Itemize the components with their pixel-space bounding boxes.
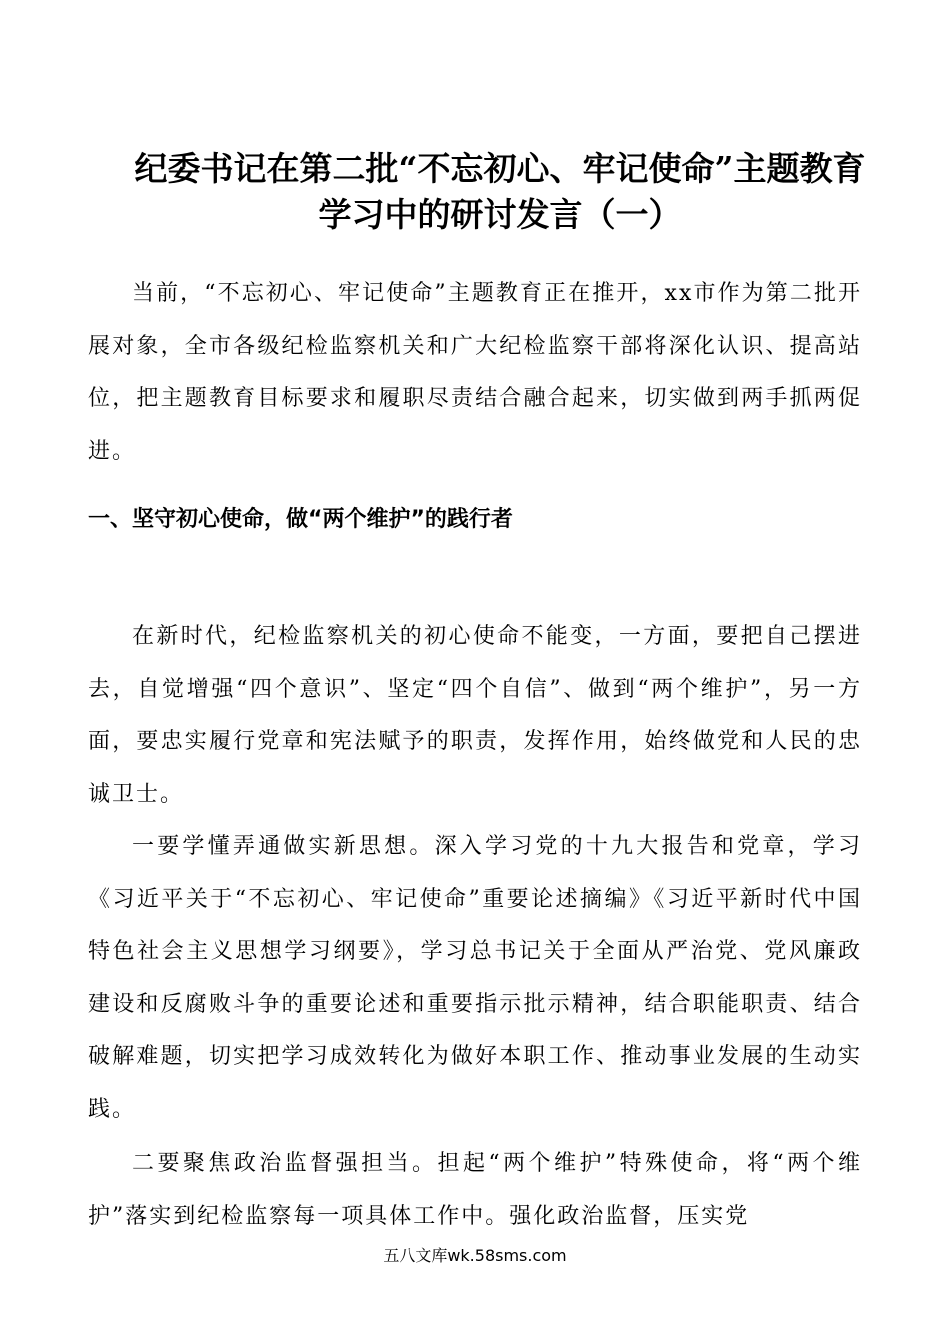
intro-paragraph: 当前，“不忘初心、牢记使命”主题教育正在推开，xx市作为第二批开展对象，全市各级纪检监察机关和广大纪检监察干部将深化认识、提高站位，把主题教育目标要求和履职尽责结合融合起来，切实做到两手抓两促进。	[88, 281, 862, 464]
section-heading: 一、坚守初心使命，做“两个维护”的践行者	[88, 507, 513, 532]
document-title: 纪委书记在第二批“不忘初心、牢记使命”主题教育学习中的研讨发言（一）	[134, 149, 866, 234]
body-paragraph-1: 在新时代，纪检监察机关的初心使命不能变，一方面，要把自己摆进去，自觉增强“四个意识”、坚定“四个自信”、做到“两个维护”，另一方面，要忠实履行党章和宪法赋予的职责，发挥作用，始终做党和人民的忠诚卫士。	[88, 624, 862, 807]
footer-watermark: 五八文库wk.58sms.com	[383, 1246, 567, 1265]
body-paragraph-3: 二要聚焦政治监督强担当。担起“两个维护”特殊使命，将“两个维护”落实到纪检监察每一项具体工作中。强化政治监督，压实党	[88, 1151, 862, 1229]
body-paragraph-2: 一要学懂弄通做实新思想。深入学习党的十九大报告和党章，学习《习近平关于“不忘初心、牢记使命”重要论述摘编》《习近平新时代中国特色社会主义思想学习纲要》，学习总书记关于全面从严治党、党风廉政建设和反腐败斗争的重要论述和重要指示批示精神，结合职能职责、结合破解难题，切实把学习成效转化为做好本职工作、推动事业发展的生动实践。	[88, 834, 862, 1122]
